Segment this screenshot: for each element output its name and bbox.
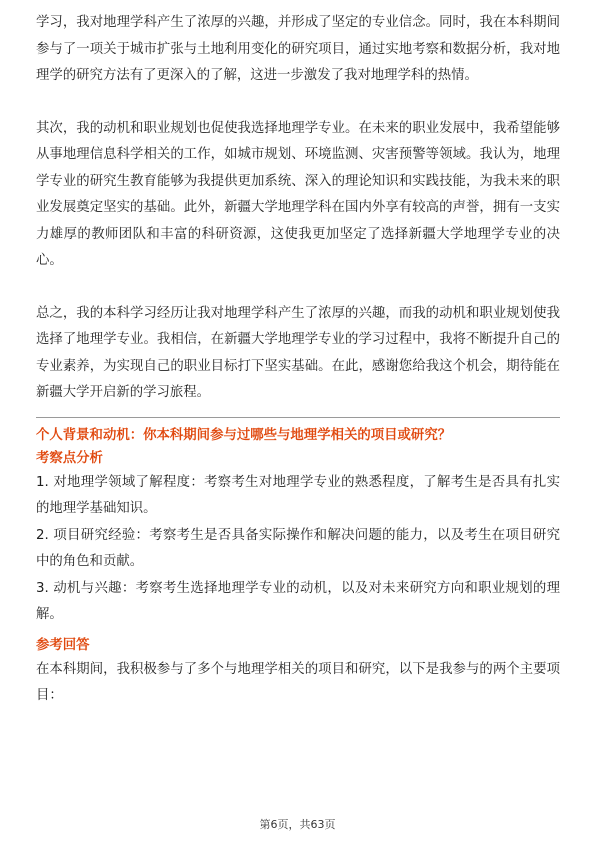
analysis-item-2: 2. 项目研究经验：考察考生是否具备实际操作和解决问题的能力，以及考生在项目研究中的角色和贡献。 bbox=[36, 527, 560, 569]
document-page bbox=[36, 10, 560, 710]
analysis-heading: 考察点分析 bbox=[36, 450, 103, 466]
analysis-item-3: 3. 动机与兴趣：考察考生选择地理学专业的动机，以及对未来研究方向和职业规划的理解。 bbox=[36, 580, 560, 622]
paragraph-spacer bbox=[36, 275, 560, 301]
analysis-list bbox=[36, 470, 560, 629]
analysis-item-1: 1. 对地理学领域了解程度：考察考生对地理学专业的熟悉程度，了解考生是否具有扎实的地理学基础知识。 bbox=[36, 474, 560, 516]
body-paragraph-2: 其次，我的动机和职业规划也促使我选择地理学专业。在未来的职业发展中，我希望能够从事地理信息科学相关的工作，如城市规划、环境监测、灾害预警等领域。我认为，地理学专业的研究生教育能够为我提供更加系统、深入的理论知识和实践技能，为我未来的职业发展奠定坚实的基础。此外，新疆大学地理学科在国内外享有较高的声誉，拥有一支实力雄厚的教师团队和丰富的科研资源，这使我更加坚定了选择新疆大学地理学专业的决心。 bbox=[36, 120, 560, 268]
question-heading: 个人背景和动机：你本科期间参与过哪些与地理学相关的项目或研究？ bbox=[36, 427, 452, 443]
answer-heading: 参考回答 bbox=[36, 637, 90, 653]
paragraph-spacer bbox=[36, 90, 560, 116]
body-paragraph-3: 总之，我的本科学习经历让我对地理学科产生了浓厚的兴趣，而我的动机和职业规划使我选择了地理学专业。我相信，在新疆大学地理学专业的学习过程中，我将不断提升自己的专业素养，为实现自己的职业目标打下坚实基础。在此，感谢您给我这个机会，期待能在新疆大学开启新的学习旅程。 bbox=[36, 305, 560, 400]
page-number-footer: 第6页，共63页 bbox=[259, 818, 336, 831]
answer-paragraph: 在本科期间，我积极参与了多个与地理学相关的项目和研究，以下是我参与的两个主要项目： bbox=[36, 661, 560, 703]
body-paragraph-1: 学习，我对地理学科产生了浓厚的兴趣，并形成了坚定的专业信念。同时，我在本科期间参与了一项关于城市扩张与土地利用变化的研究项目，通过实地考察和数据分析，我对地理学的研究方法有了更深入的了解，这进一步激发了我对地理学科的热情。 bbox=[36, 15, 560, 83]
section-divider bbox=[36, 417, 560, 418]
